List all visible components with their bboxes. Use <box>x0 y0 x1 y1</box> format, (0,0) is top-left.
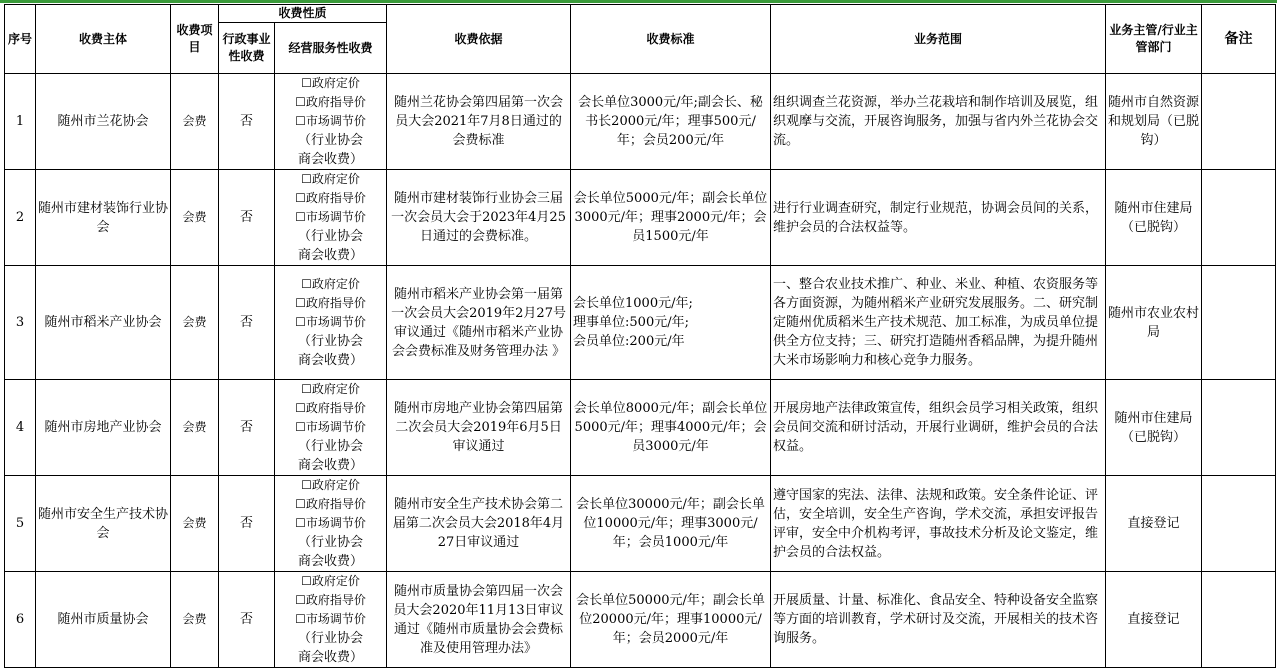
fee-type-option: ☐政府指导价 <box>295 95 366 109</box>
cell-basis: 随州市房地产业协会第四届第二次会员大会2019年6月5日审议通过 <box>387 380 571 476</box>
cell-subject: 随州市质量协会 <box>36 572 171 668</box>
cell-fee-type <box>275 170 387 266</box>
sheet-top-border <box>0 0 1277 3</box>
cell-admin: 否 <box>219 380 275 476</box>
cell-standard: 会长单位5000元/年；副会长单位3000元/年；理事2000元/年；会员1500元/年 <box>571 170 771 266</box>
cell-fee-type <box>275 572 387 668</box>
fee-type-option: ☐政府定价 <box>301 76 360 90</box>
fee-type-option: ☐市场调节价 <box>295 612 366 626</box>
cell-subject: 随州市建材装饰行业协会 <box>36 170 171 266</box>
fee-table <box>4 4 1276 668</box>
cell-basis: 随州兰花协会第四届第一次会员大会2021年7月8日通过的会费标准 <box>387 74 571 170</box>
fee-type-option: （行业协会 <box>298 334 364 349</box>
cell-fee-type <box>275 380 387 476</box>
fee-type-option: （行业协会 <box>298 229 364 244</box>
header-seq: 序号 <box>5 5 36 74</box>
cell-basis: 随州市稻米产业协会第一届第一次会员大会2019年2月27号审议通过《随州市稻米产业协会会费标准及财务管理办法 》 <box>387 266 571 380</box>
cell-dept: 随州市住建局（已脱钩） <box>1106 380 1202 476</box>
cell-dept: 直接登记 <box>1106 476 1202 572</box>
cell-remark <box>1202 266 1276 380</box>
cell-scope: 遵守国家的宪法、法律、法规和政策。安全条件论证、评估，安全培训，安全生产咨询，学术交流，承担安评报告评审，安全中介机构考评，事故技术分析及论文鉴定，维护会员的合法权益。 <box>771 476 1106 572</box>
cell-standard: 会长单位1000元/年; 理事单位:500元/年; 会员单位:200元/年 <box>571 266 771 380</box>
fee-type-option: ☐政府定价 <box>301 172 360 186</box>
cell-dept: 随州市自然资源和规划局（已脱钩） <box>1106 74 1202 170</box>
fee-type-option: ☐政府指导价 <box>295 191 366 205</box>
cell-item: 会费 <box>171 476 219 572</box>
cell-item: 会费 <box>171 74 219 170</box>
cell-fee-type <box>275 266 387 380</box>
fee-type-option: ☐市场调节价 <box>295 420 366 434</box>
fee-type-option: （行业协会 <box>298 133 364 148</box>
cell-standard: 会长单位30000元/年；副会长单位10000元/年；理事3000元/年；会员1000元/年 <box>571 476 771 572</box>
cell-scope: 进行行业调查研究，制定行业规范，协调会员间的关系，维护会员的合法权益等。 <box>771 170 1106 266</box>
cell-standard: 会长单位3000元/年;副会长、秘书长2000元/年；理事500元/年；会员200元/年 <box>571 74 771 170</box>
cell-standard: 会长单位8000元/年；副会长单位5000元/年；理事4000元/年；会员3000元/年 <box>571 380 771 476</box>
fee-type-option: 商会收费） <box>298 650 364 665</box>
cell-basis: 随州市建材装饰行业协会三届一次会员大会于2023年4月25日通过的会费标准。 <box>387 170 571 266</box>
fee-type-option: ☐政府定价 <box>301 382 360 396</box>
cell-seq: 4 <box>5 380 36 476</box>
cell-remark <box>1202 572 1276 668</box>
fee-type-option: ☐政府指导价 <box>295 296 366 310</box>
fee-type-option: ☐市场调节价 <box>295 210 366 224</box>
fee-type-option: 商会收费） <box>298 554 364 569</box>
cell-fee-type <box>275 74 387 170</box>
cell-subject: 随州市安全生产技术协会 <box>36 476 171 572</box>
cell-item: 会费 <box>171 266 219 380</box>
header-basis: 收费依据 <box>387 5 571 74</box>
fee-type-option: ☐政府指导价 <box>295 401 366 415</box>
cell-seq: 1 <box>5 74 36 170</box>
cell-dept: 直接登记 <box>1106 572 1202 668</box>
fee-type-option: 商会收费） <box>298 353 364 368</box>
cell-admin: 否 <box>219 74 275 170</box>
cell-seq: 2 <box>5 170 36 266</box>
header-standard: 收费标准 <box>571 5 771 74</box>
header-admin: 行政事业性收费 <box>219 23 275 74</box>
table-row <box>5 266 1276 380</box>
cell-basis: 随州市安全生产技术协会第二届第二次会员大会2018年4月27日审议通过 <box>387 476 571 572</box>
table-row <box>5 170 1276 266</box>
cell-admin: 否 <box>219 170 275 266</box>
cell-remark <box>1202 380 1276 476</box>
cell-scope: 一、整合农业技术推广、种业、米业、种植、农资服务等各方面资源，为随州稻米产业研究发展服务。二、研究制定随州优质稻米生产技术规范、加工标准，为成员单位提供全方位支持；三、研究打造随州香稻品牌，为提升随州大米市场影响力和核心竞争力服务。 <box>771 266 1106 380</box>
cell-subject: 随州市兰花协会 <box>36 74 171 170</box>
cell-dept: 随州市住建局（已脱钩） <box>1106 170 1202 266</box>
cell-scope: 开展房地产法律政策宣传，组织会员学习相关政策，组织会员间交流和研讨活动，开展行业调研，维护会员的合法权益。 <box>771 380 1106 476</box>
fee-type-option: （行业协会 <box>298 535 364 550</box>
fee-type-option: ☐市场调节价 <box>295 114 366 128</box>
cell-fee-type <box>275 476 387 572</box>
fee-type-option: （行业协会 <box>298 439 364 454</box>
cell-remark <box>1202 476 1276 572</box>
cell-seq: 3 <box>5 266 36 380</box>
fee-type-option: ☐市场调节价 <box>295 516 366 530</box>
cell-admin: 否 <box>219 572 275 668</box>
cell-item: 会费 <box>171 170 219 266</box>
cell-dept: 随州市农业农村局 <box>1106 266 1202 380</box>
fee-type-option: ☐政府定价 <box>301 574 360 588</box>
cell-remark <box>1202 170 1276 266</box>
header-subject: 收费主体 <box>36 5 171 74</box>
table-row <box>5 476 1276 572</box>
cell-basis: 随州市质量协会第四届一次会员大会2020年11月13日审议通过《随州市质量协会会费标准及使用管理办法》 <box>387 572 571 668</box>
table-row <box>5 74 1276 170</box>
fee-type-option: ☐政府指导价 <box>295 593 366 607</box>
table-row <box>5 380 1276 476</box>
fee-type-option: 商会收费） <box>298 152 364 167</box>
header-scope: 业务范围 <box>771 5 1106 74</box>
header-nature: 收费性质 <box>219 5 387 23</box>
fee-type-option: ☐政府定价 <box>301 478 360 492</box>
cell-item: 会费 <box>171 380 219 476</box>
cell-admin: 否 <box>219 476 275 572</box>
header-item: 收费项目 <box>171 5 219 74</box>
cell-standard: 会长单位50000元/年；副会长单位20000元/年；理事10000元/年；会员2000元/年 <box>571 572 771 668</box>
cell-subject: 随州市稻米产业协会 <box>36 266 171 380</box>
table-row <box>5 572 1276 668</box>
fee-type-option: ☐政府指导价 <box>295 497 366 511</box>
fee-type-option: 商会收费） <box>298 248 364 263</box>
header-remark: 备注 <box>1202 5 1276 74</box>
fee-type-option: ☐市场调节价 <box>295 315 366 329</box>
cell-scope: 开展质量、计量、标准化、食品安全、特种设备安全监察等方面的培训教育，学术研讨及交流，开展相关的技术咨询服务。 <box>771 572 1106 668</box>
cell-seq: 6 <box>5 572 36 668</box>
cell-seq: 5 <box>5 476 36 572</box>
header-business: 经营服务性收费 <box>275 23 387 74</box>
fee-type-option: 商会收费） <box>298 458 364 473</box>
cell-subject: 随州市房地产业协会 <box>36 380 171 476</box>
fee-type-option: ☐政府定价 <box>301 277 360 291</box>
cell-remark <box>1202 74 1276 170</box>
cell-item: 会费 <box>171 572 219 668</box>
header-dept: 业务主管/行业主管部门 <box>1106 5 1202 74</box>
cell-admin: 否 <box>219 266 275 380</box>
cell-scope: 组织调查兰花资源，举办兰花栽培和制作培训及展览，组织观摩与交流，开展咨询服务，加强与省内外兰花协会交流。 <box>771 74 1106 170</box>
fee-type-option: （行业协会 <box>298 631 364 646</box>
